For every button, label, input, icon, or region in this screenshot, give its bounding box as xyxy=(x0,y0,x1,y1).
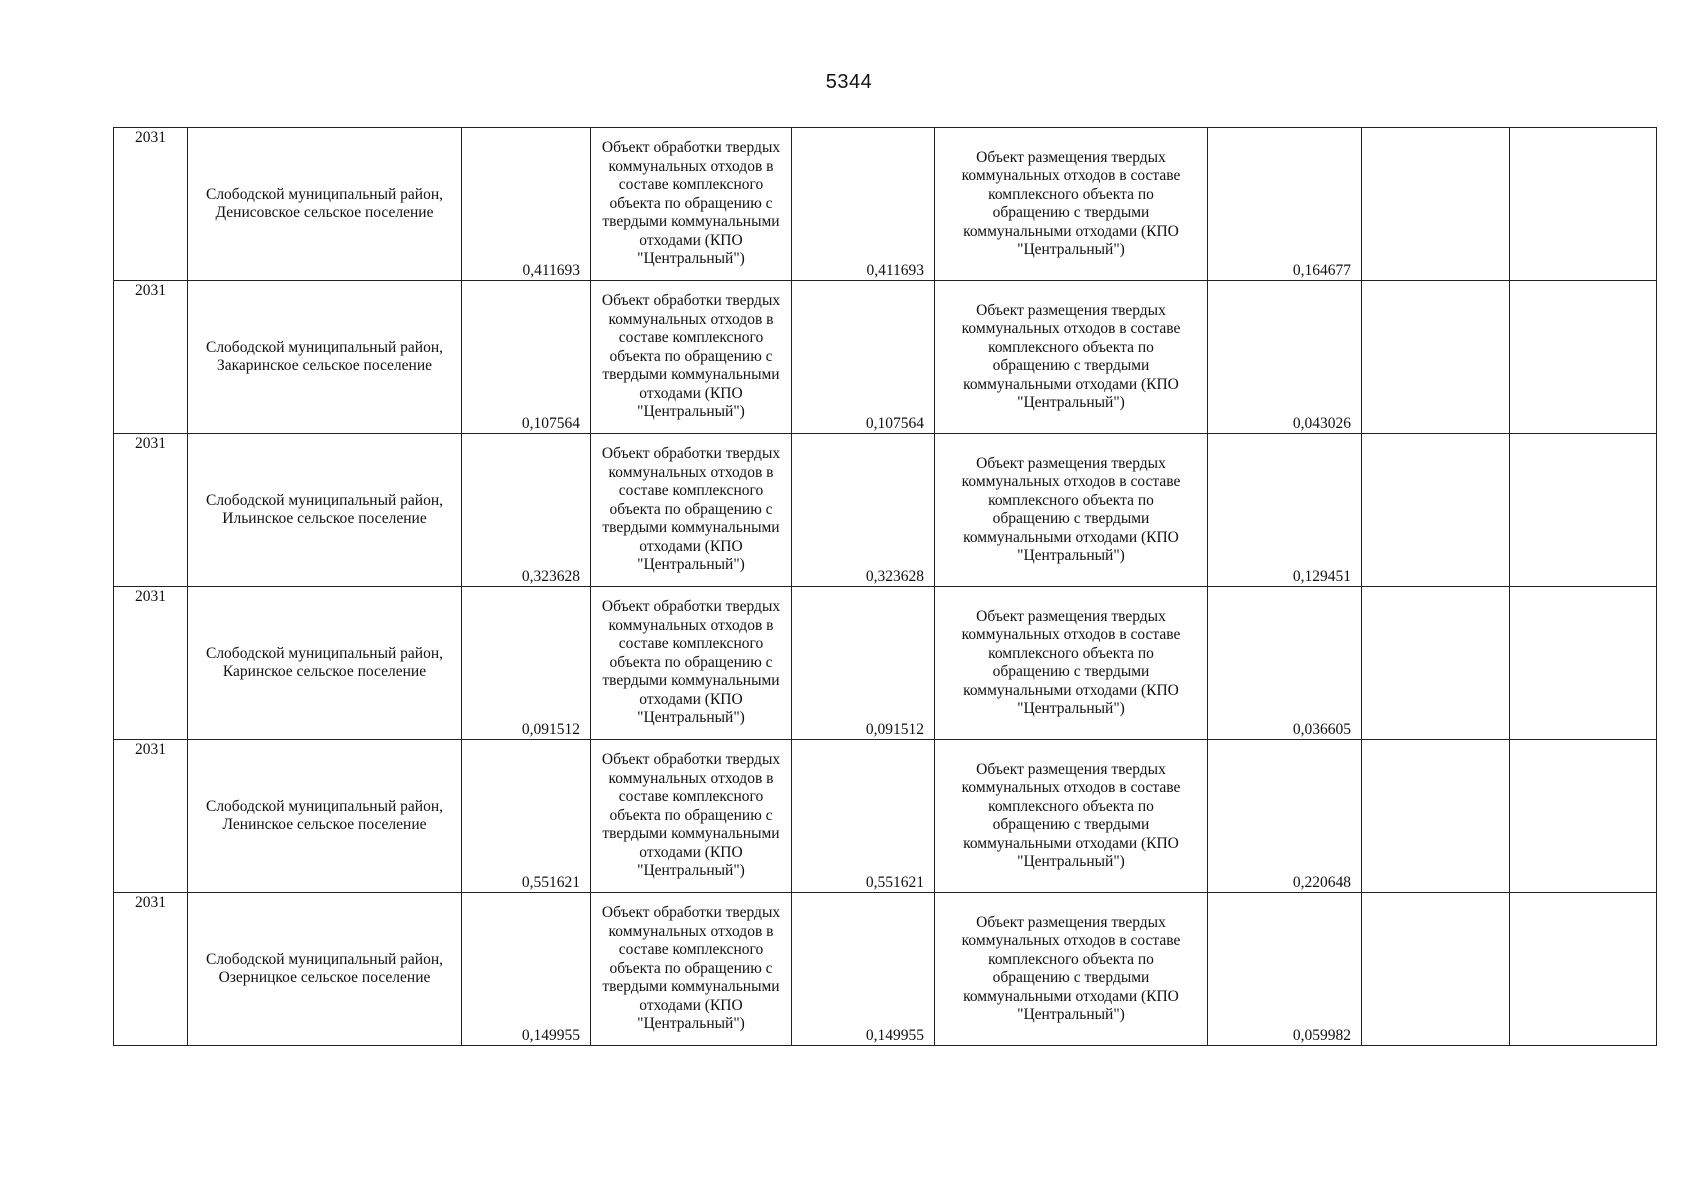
mass-processing-cell: 0,551621 xyxy=(792,740,935,893)
mass-placement-cell: 0,129451 xyxy=(1208,434,1362,587)
year-cell: 2031 xyxy=(114,434,188,587)
placement-object-cell: Объект размещения твердых коммунальных отходов в составе комплексного объекта по обращению с твердыми коммунальными отходами (КПО "Центральный") xyxy=(935,128,1208,281)
table-row xyxy=(114,128,1657,281)
placement-object-cell: Объект размещения твердых коммунальных отходов в составе комплексного объекта по обращению с твердыми коммунальными отходами (КПО "Центральный") xyxy=(935,281,1208,434)
mass-total-cell: 0,551621 xyxy=(462,740,591,893)
territory-cell: Слободской муниципальный район, Денисовское сельское поселение xyxy=(188,128,462,281)
page-number: 5344 xyxy=(825,71,873,93)
processing-object-cell: Объект обработки твердых коммунальных отходов в составе комплексного объекта по обращению с твердыми коммунальными отходами (КПО "Центральный") xyxy=(591,281,792,434)
mass-placement-cell: 0,036605 xyxy=(1208,587,1362,740)
mass-placement-cell: 0,043026 xyxy=(1208,281,1362,434)
placement-object-cell: Объект размещения твердых коммунальных отходов в составе комплексного объекта по обращению с твердыми коммунальными отходами (КПО "Центральный") xyxy=(935,740,1208,893)
table-row xyxy=(114,587,1657,740)
empty-cell xyxy=(1510,128,1657,281)
placement-object-cell: Объект размещения твердых коммунальных отходов в составе комплексного объекта по обращению с твердыми коммунальными отходами (КПО "Центральный") xyxy=(935,434,1208,587)
empty-cell xyxy=(1510,281,1657,434)
mass-placement-cell: 0,220648 xyxy=(1208,740,1362,893)
waste-flow-table xyxy=(113,127,1657,1046)
year-cell: 2031 xyxy=(114,587,188,740)
territory-cell: Слободской муниципальный район, Закаринское сельское поселение xyxy=(188,281,462,434)
mass-processing-cell: 0,323628 xyxy=(792,434,935,587)
placement-object-cell: Объект размещения твердых коммунальных отходов в составе комплексного объекта по обращению с твердыми коммунальными отходами (КПО "Центральный") xyxy=(935,587,1208,740)
empty-cell xyxy=(1362,281,1510,434)
year-cell: 2031 xyxy=(114,893,188,1046)
year-cell: 2031 xyxy=(114,740,188,893)
processing-object-cell: Объект обработки твердых коммунальных отходов в составе комплексного объекта по обращению с твердыми коммунальными отходами (КПО "Центральный") xyxy=(591,893,792,1046)
empty-cell xyxy=(1362,434,1510,587)
empty-cell xyxy=(1362,587,1510,740)
mass-processing-cell: 0,091512 xyxy=(792,587,935,740)
mass-processing-cell: 0,411693 xyxy=(792,128,935,281)
mass-total-cell: 0,091512 xyxy=(462,587,591,740)
territory-cell: Слободской муниципальный район, Каринское сельское поселение xyxy=(188,587,462,740)
table-row xyxy=(114,893,1657,1046)
mass-processing-cell: 0,107564 xyxy=(792,281,935,434)
processing-object-cell: Объект обработки твердых коммунальных отходов в составе комплексного объекта по обращению с твердыми коммунальными отходами (КПО "Центральный") xyxy=(591,587,792,740)
table-row xyxy=(114,434,1657,587)
table-row xyxy=(114,740,1657,893)
mass-total-cell: 0,323628 xyxy=(462,434,591,587)
empty-cell xyxy=(1362,128,1510,281)
year-cell: 2031 xyxy=(114,281,188,434)
territory-cell: Слободской муниципальный район, Ильинское сельское поселение xyxy=(188,434,462,587)
empty-cell xyxy=(1510,740,1657,893)
processing-object-cell: Объект обработки твердых коммунальных отходов в составе комплексного объекта по обращению с твердыми коммунальными отходами (КПО "Центральный") xyxy=(591,434,792,587)
empty-cell xyxy=(1362,740,1510,893)
empty-cell xyxy=(1510,587,1657,740)
empty-cell xyxy=(1362,893,1510,1046)
year-cell: 2031 xyxy=(114,128,188,281)
territory-cell: Слободской муниципальный район, Озерницкое сельское поселение xyxy=(188,893,462,1046)
mass-total-cell: 0,149955 xyxy=(462,893,591,1046)
processing-object-cell: Объект обработки твердых коммунальных отходов в составе комплексного объекта по обращению с твердыми коммунальными отходами (КПО "Центральный") xyxy=(591,740,792,893)
placement-object-cell: Объект размещения твердых коммунальных отходов в составе комплексного объекта по обращению с твердыми коммунальными отходами (КПО "Центральный") xyxy=(935,893,1208,1046)
empty-cell xyxy=(1510,434,1657,587)
mass-total-cell: 0,107564 xyxy=(462,281,591,434)
mass-total-cell: 0,411693 xyxy=(462,128,591,281)
processing-object-cell: Объект обработки твердых коммунальных отходов в составе комплексного объекта по обращению с твердыми коммунальными отходами (КПО "Центральный") xyxy=(591,128,792,281)
empty-cell xyxy=(1510,893,1657,1046)
territory-cell: Слободской муниципальный район, Ленинское сельское поселение xyxy=(188,740,462,893)
table-row xyxy=(114,281,1657,434)
mass-processing-cell: 0,149955 xyxy=(792,893,935,1046)
mass-placement-cell: 0,059982 xyxy=(1208,893,1362,1046)
mass-placement-cell: 0,164677 xyxy=(1208,128,1362,281)
table-body xyxy=(114,128,1657,1046)
